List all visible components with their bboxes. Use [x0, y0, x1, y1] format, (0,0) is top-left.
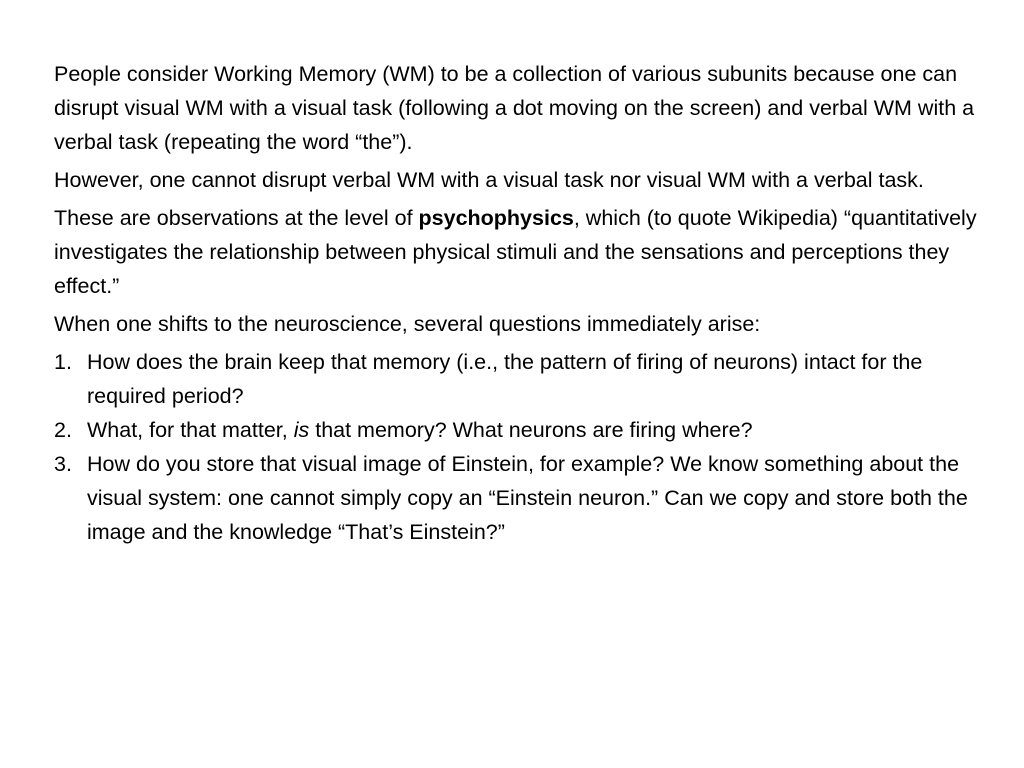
list-item-emphasis: is — [293, 418, 310, 442]
questions-list — [54, 345, 984, 549]
psychophysics-term: psychophysics — [418, 206, 574, 230]
list-item-number: 2. — [54, 418, 72, 442]
psychophysics-text-after: , which (to quote Wikipedia) “quantitatively investigates the relationship between physical stimuli and the sensations and perceptions they effect.” — [54, 206, 977, 298]
list-item-text-after: that memory? What neurons are firing where? — [309, 418, 753, 442]
paragraph-cannot-disrupt: However, one cannot disrupt verbal WM with a visual task nor visual WM with a verbal task. — [54, 168, 924, 192]
list-item-text: How do you store that visual image of Einstein, for example? We know something about the visual system: one cannot simply copy an “Einstein neuron.” Can we copy and store both the image and the knowledge “That’s Einstein?” — [87, 452, 968, 544]
list-item — [54, 413, 984, 447]
list-item-text: How does the brain keep that memory (i.e., the pattern of firing of neurons) intact for the required period? — [87, 350, 923, 408]
paragraph-wm-subunits: People consider Working Memory (WM) to be a collection of various subunits because one can disrupt visual WM with a visual task (following a dot moving on the screen) and verbal WM with a verbal task (repeating the word “the”). — [54, 62, 975, 154]
paragraph-neuroscience: When one shifts to the neuroscience, several questions immediately arise: — [54, 312, 761, 336]
paragraph-psychophysics — [54, 201, 984, 303]
list-item-number: 1. — [54, 350, 72, 374]
list-item — [54, 447, 984, 549]
list-item-number: 3. — [54, 452, 72, 476]
list-item-text-before: What, for that matter, — [87, 418, 294, 442]
psychophysics-text-before: These are observations at the level of — [54, 206, 419, 230]
list-item — [54, 345, 984, 413]
slide-body — [54, 57, 984, 549]
